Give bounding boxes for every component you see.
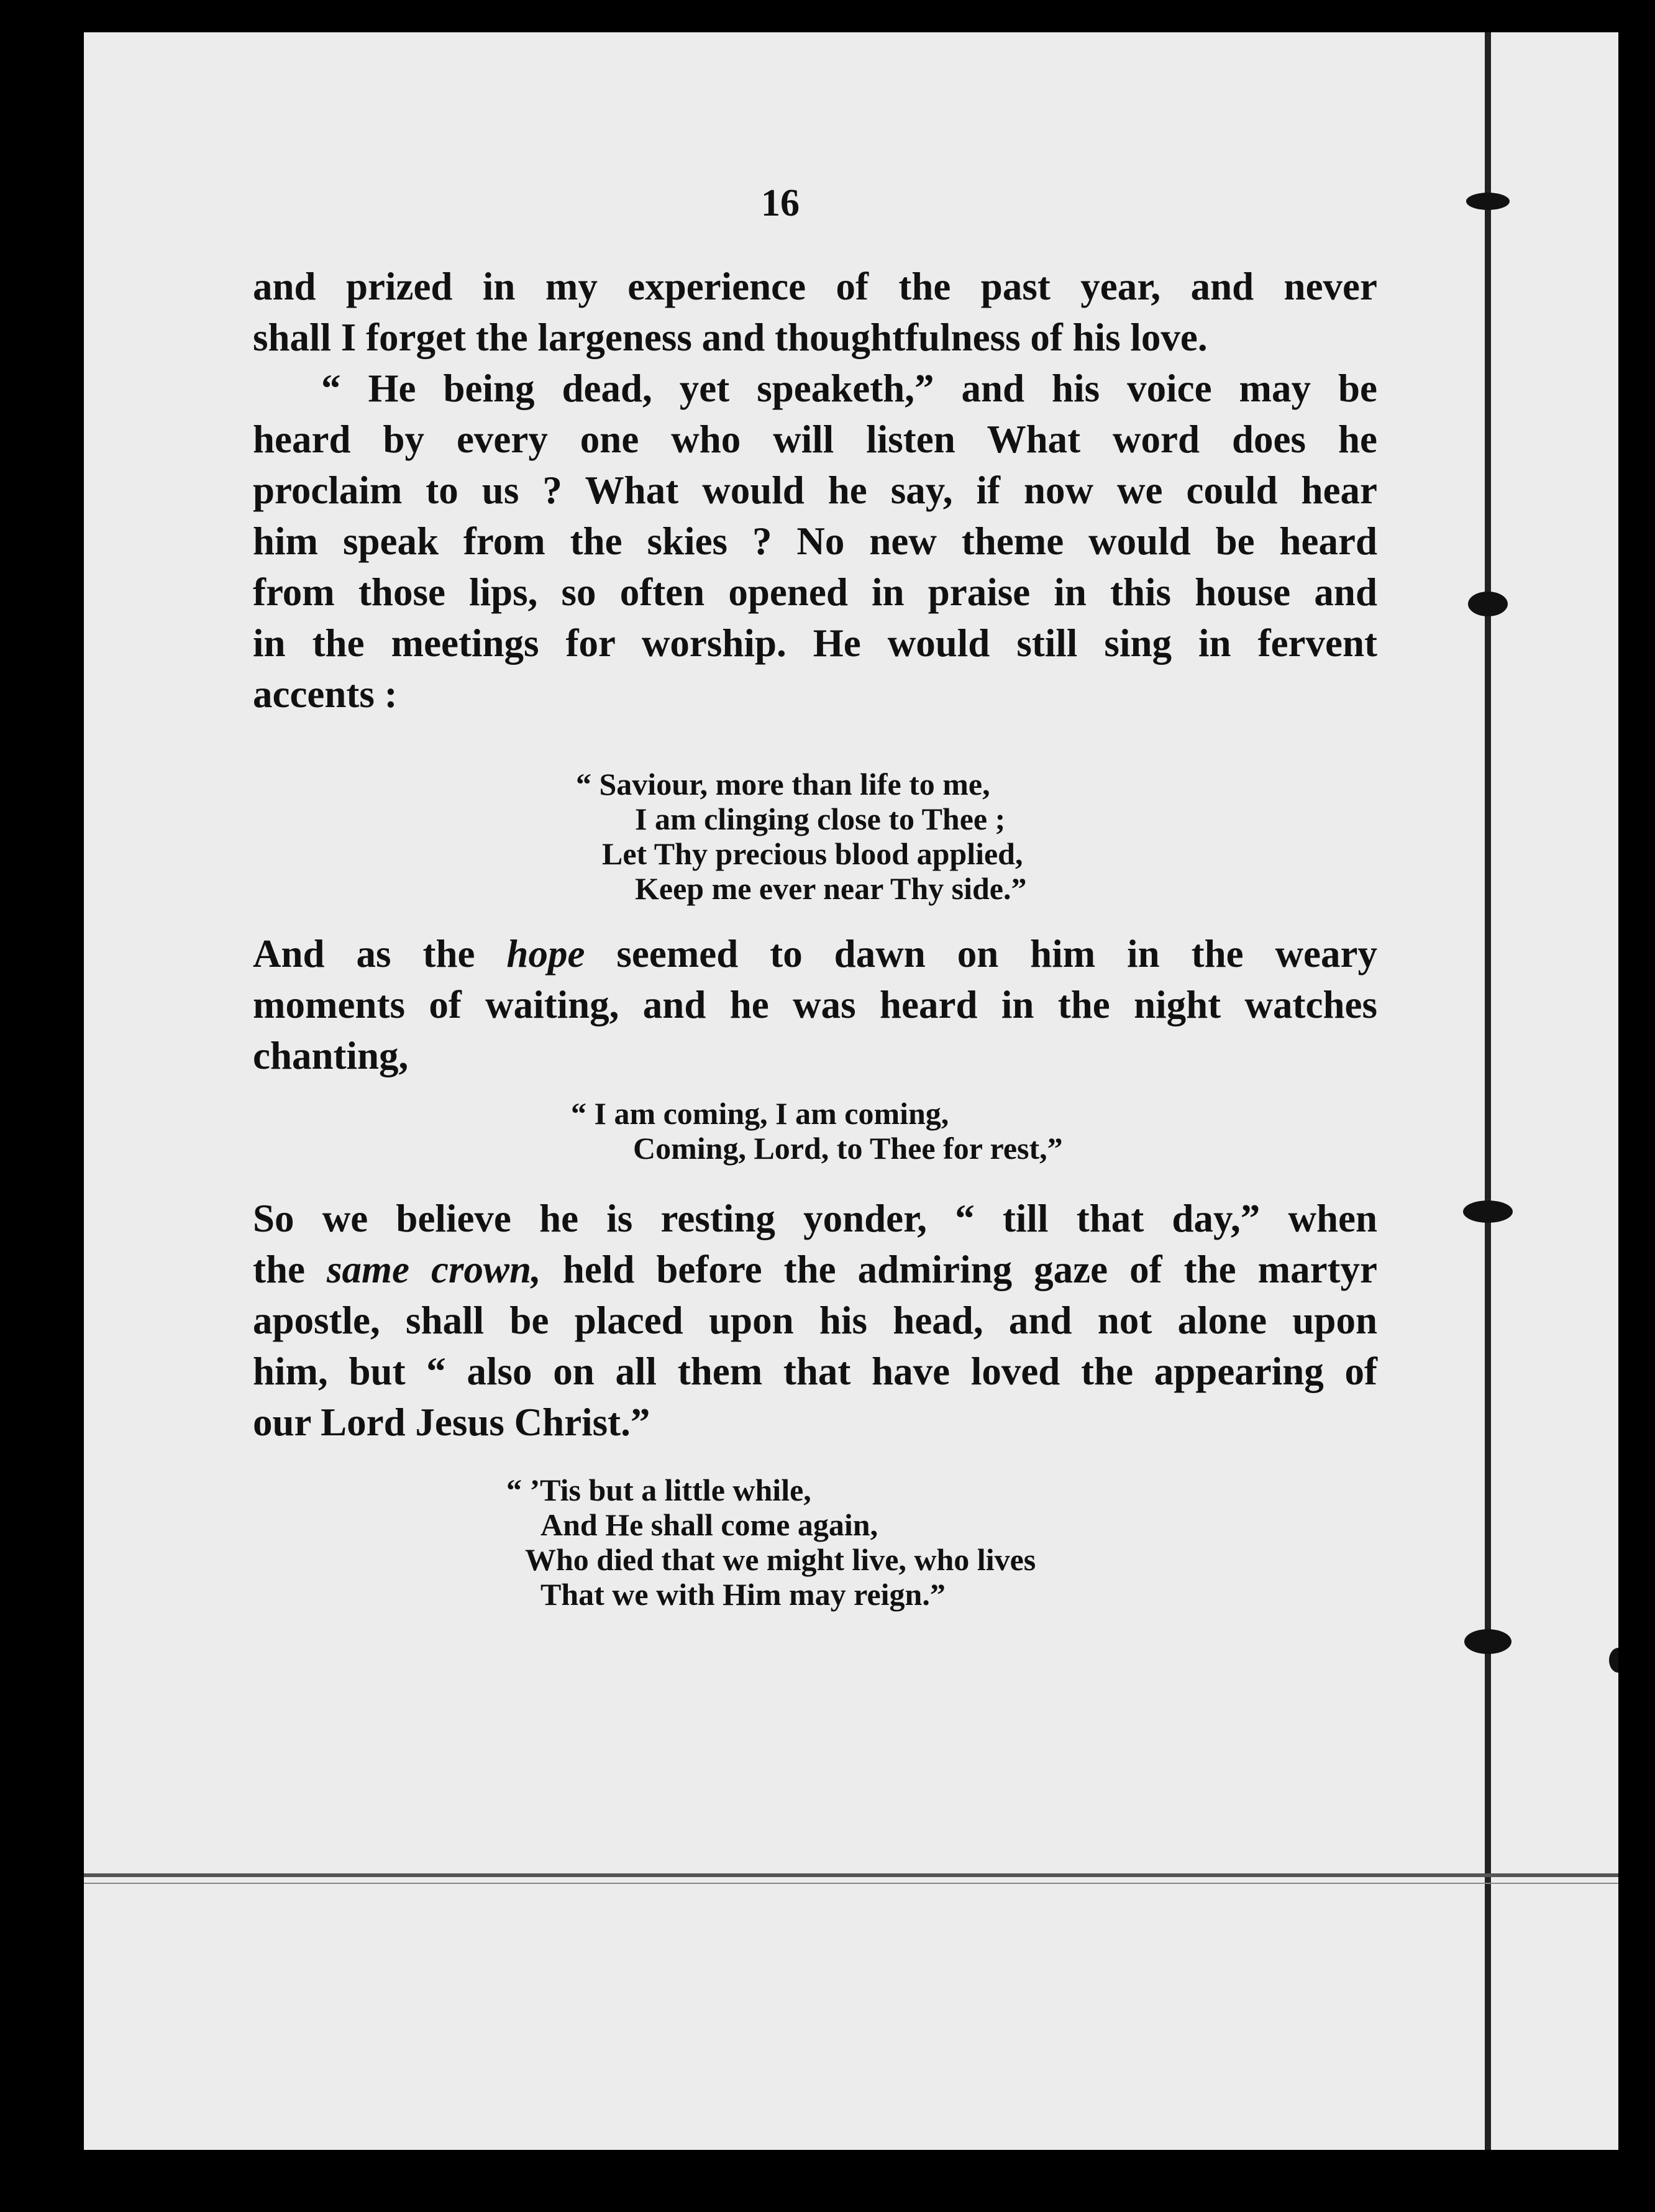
verse-line: Let Thy precious blood applied, xyxy=(602,836,1023,871)
emphasis-same-crown: same crown, xyxy=(327,1248,541,1291)
text-line xyxy=(253,928,1377,979)
text-line: So we believe he is resting yonder, “ till that day,” when xyxy=(253,1197,1377,1240)
verse-line: I am clinging close to Thee ; xyxy=(635,802,1006,836)
paragraph-3 xyxy=(253,928,1377,1081)
text-line: “ He being dead, yet speaketh,” and his voice may be xyxy=(321,367,1377,410)
verse-3 xyxy=(506,1473,1036,1612)
paragraph-1 xyxy=(253,261,1377,363)
paragraph-2 xyxy=(253,363,1377,720)
ink-mark xyxy=(1463,1200,1513,1223)
page-bottom-rule-thin xyxy=(84,1883,1618,1884)
text-run: seemed to dawn on him in the weary xyxy=(585,932,1377,976)
text-line: apostle, shall be placed upon his head, and not alone upon xyxy=(253,1299,1377,1342)
verse-line: Who died that we might live, who lives xyxy=(525,1542,1036,1577)
text-line: heard by every one who will listen What word does he xyxy=(253,418,1377,461)
text-line: proclaim to us ? What would he say, if now we could hear xyxy=(253,468,1377,512)
text-line: moments of waiting, and he was heard in the night watches xyxy=(253,983,1377,1026)
ink-mark xyxy=(1464,1629,1511,1654)
ink-mark xyxy=(1468,592,1508,616)
page-edge-rule xyxy=(1485,32,1491,2150)
page-bottom-rule xyxy=(84,1873,1618,1877)
text-line: him speak from the skies ? No new theme would be heard xyxy=(253,519,1377,563)
ink-mark xyxy=(1466,193,1510,210)
verse-line: Keep me ever near Thy side.” xyxy=(635,871,1027,906)
text-line: and prized in my experience of the past year, and never xyxy=(253,265,1377,308)
text-line: accents : xyxy=(253,672,398,716)
verse-line: That we with Him may reign.” xyxy=(540,1577,946,1612)
scanned-page xyxy=(84,32,1618,2150)
text-line: our Lord Jesus Christ.” xyxy=(253,1401,650,1444)
verse-2 xyxy=(571,1096,1063,1166)
text-line: shall I forget the largeness and thoughtfulness of his love. xyxy=(253,316,1208,359)
page-number: 16 xyxy=(761,182,800,224)
emphasis-hope: hope xyxy=(506,932,585,976)
verse-line: “ I am coming, I am coming, xyxy=(571,1096,949,1131)
text-run: And as the xyxy=(253,932,507,976)
text-line: him, but “ also on all them that have loved the appearing of xyxy=(253,1350,1377,1393)
text-line xyxy=(253,1244,1377,1295)
verse-line: “ Saviour, more than life to me, xyxy=(576,767,990,802)
verse-line: “ ’Tis but a little while, xyxy=(506,1473,811,1507)
text-run: the xyxy=(253,1248,327,1291)
text-run: held before the admiring gaze of the martyr xyxy=(540,1248,1377,1291)
verse-line: And He shall come again, xyxy=(540,1507,878,1542)
text-line: from those lips, so often opened in praise in this house and xyxy=(253,570,1377,614)
text-line: in the meetings for worship. He would still sing in fervent xyxy=(253,621,1377,665)
ink-mark xyxy=(1609,1648,1618,1673)
text-line: chanting, xyxy=(253,1034,409,1077)
paragraph-4 xyxy=(253,1193,1377,1448)
verse-1 xyxy=(576,767,1027,906)
verse-line: Coming, Lord, to Thee for rest,” xyxy=(633,1131,1063,1166)
